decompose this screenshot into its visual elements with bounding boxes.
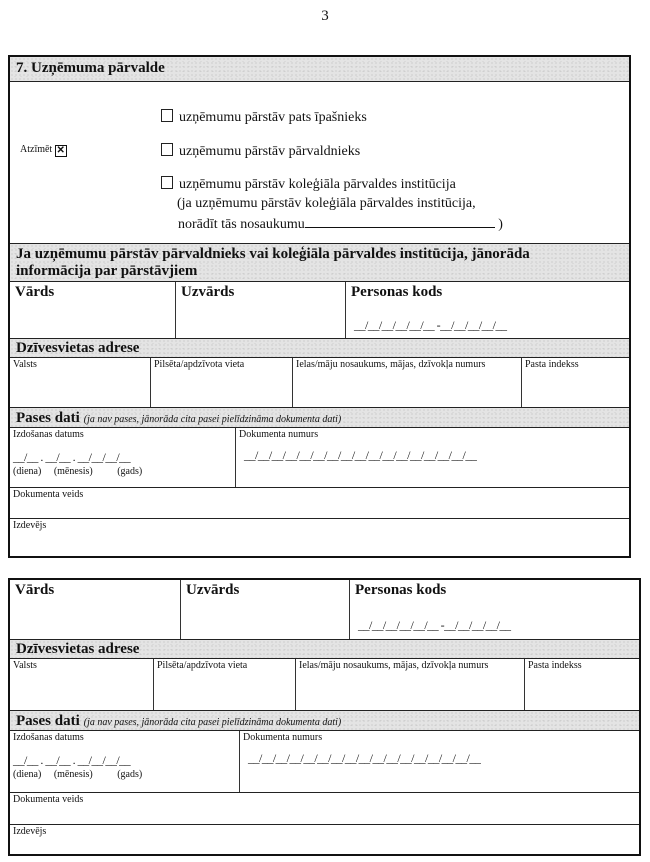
doc-type-row[interactable]: Dokumenta veids [10,488,629,519]
section-7-block [8,55,631,558]
issuer-row[interactable]: Izdevējs [13,826,47,837]
surname-field[interactable]: Uzvārds [176,282,346,338]
surname-field[interactable]: Uzvārds [181,580,350,639]
management-options [10,82,629,244]
issuer-row[interactable]: Izdevējs [13,520,47,531]
passport-header: Pases dati (ja nav pases, jānorāda cita pasei pielīdzināma dokumenta dati) [10,408,629,428]
board-name-field[interactable] [305,215,495,228]
country-field[interactable]: Valsts [10,358,151,407]
representative-2-block [8,578,641,856]
country-field[interactable]: Valsts [10,659,154,710]
mark-label: Atzīmēt [20,144,53,155]
checkbox-manager[interactable] [161,143,173,156]
personal-code-field[interactable]: Personas kods __/__/__/__/__/__ -__/__/__/__/__ [351,284,507,332]
residence-header: Dzīvesvietas adrese [10,640,639,659]
city-field[interactable]: Pilsēta/apdzīvota vieta [151,358,293,407]
name-field[interactable]: Vārds [10,580,181,639]
board-note-line1: (ja uzņēmumu pārstāv koleģiāla pārvaldes institūcija, [177,196,476,211]
mark-instruction [20,144,67,157]
passport-row [10,428,629,488]
doc-number-field[interactable]: Dokumenta numurs __/__/__/__/__/__/__/__/__/__/__/__/__/__/__/__/__ [243,732,481,765]
passport-header: Pases dati (ja nav pases, jānorāda cita pasei pielīdzināma dokumenta dati) [10,711,639,731]
street-field[interactable]: Ielas/māju nosaukums, mājas, dzīvokļa numurs [293,358,522,407]
page-number: 3 [321,8,329,24]
name-field[interactable]: Vārds [10,282,176,338]
doc-number-field[interactable]: Dokumenta numurs __/__/__/__/__/__/__/__/__/__/__/__/__/__/__/__/__ [239,429,477,462]
issue-date-field[interactable]: Izdošanas datums __/__ . __/__ . __/__/__/__ (diena) (mēnesis) (gads) [10,428,236,487]
checkbox-board[interactable] [161,176,173,189]
option-board[interactable]: uzņēmumu pārstāv koleģiāla pārvaldes institūcija [161,176,456,193]
person-row [10,580,639,640]
date-part-labels: (diena) (mēnesis) (gads) [13,466,143,477]
street-field[interactable]: Ielas/māju nosaukums, mājas, dzīvokļa numurs [296,659,525,710]
option-owner[interactable]: uzņēmumu pārstāv pats īpašnieks [161,109,367,126]
issue-date-field[interactable]: Izdošanas datums __/__ . __/__ . __/__/__/__ (diena) (mēnesis) (gads) [10,731,240,792]
date-part-labels: (diena) (mēnesis) (gads) [13,769,143,780]
person-row [10,282,629,339]
section-7-title: 7. Uzņēmuma pārvalde [16,60,165,76]
board-note-line2: norādīt tās nosaukumu ) [178,217,503,232]
section-7-header [10,57,629,82]
postal-code-field[interactable]: Pasta indekss [528,660,582,671]
address-row [10,659,639,711]
option-manager[interactable]: uzņēmumu pārstāv pārvaldnieks [161,143,360,160]
representatives-header: Ja uzņēmumu pārstāv pārvaldnieks vai koleģiāla pārvaldes institūcija, jānorāda informācija par pārstāvjiem [10,244,629,282]
checked-box-x-icon: ✕ [56,145,65,156]
checkbox-owner[interactable] [161,109,173,122]
personal-code-field[interactable]: Personas kods __/__/__/__/__/__ -__/__/__/__/__ [355,582,511,632]
address-row [10,358,629,408]
personal-code-blank: __/__/__/__/__/__ -__/__/__/__/__ [354,318,507,332]
passport-row [10,731,639,793]
postal-code-field[interactable]: Pasta indekss [525,359,579,370]
residence-header: Dzīvesvietas adrese [10,339,629,358]
city-field[interactable]: Pilsēta/apdzīvota vieta [154,659,296,710]
doc-type-row[interactable]: Dokumenta veids [10,793,639,825]
